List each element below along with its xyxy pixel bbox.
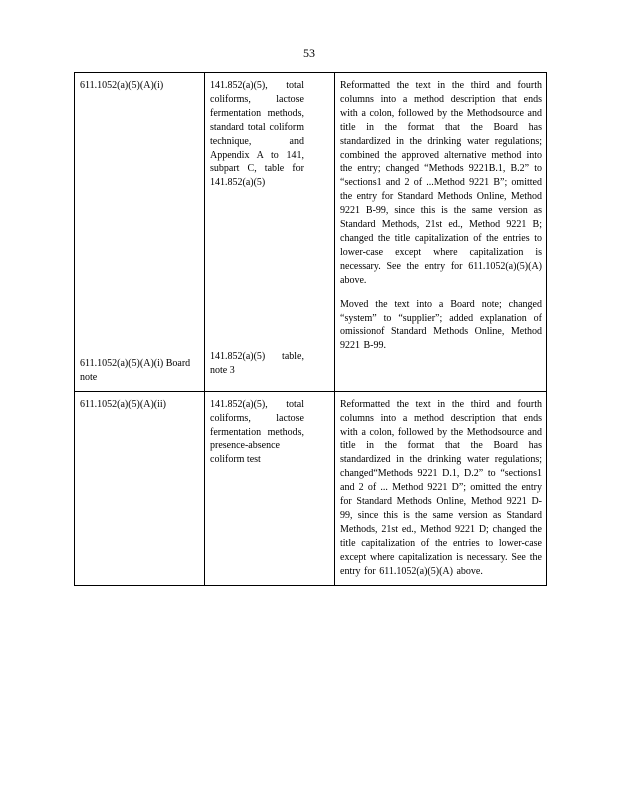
explanation-cell: [335, 73, 547, 392]
table-row: [75, 391, 547, 585]
section-citation: 611.1052(a)(5)(A)(i) Board note: [80, 357, 191, 383]
source-cell: [205, 391, 335, 585]
source-cell: [205, 73, 335, 392]
page-number: 53: [303, 46, 315, 60]
section-cell: [75, 73, 205, 392]
explanation-text: Reformatted the text in the third and fourth columns into a method description that ends with a colon, followed by the Methodsource and title in the format that the Board has standardized in the drinking water regulations; changed“Methods 9221 D.1, D.2” to “sections1 and 2 of ... Method 9221 D”; omitted the entry for Standard Methods Online, Method 9221 D-99, since this is the same version as Standard Methods, 21st ed., Method 9221 D; changed the title capitalization of the entries to lower-case except where capitalization is necessary. See the entry for 611.1052(a)(5)(A) above.: [340, 398, 542, 577]
source-citation: 141.852(a)(5), total coliforms, lactose fermentation methods, presence-absence coliform test: [210, 398, 304, 466]
comparison-table: [74, 72, 547, 586]
explanation-text: Moved the text into a Board note; changed “system” to “supplier”; added explanation of omissionof Standard Methods Online, Method 9221 B-99.: [340, 298, 542, 352]
explanation-cell: [335, 391, 547, 585]
section-cell: [75, 391, 205, 585]
table-row: [75, 73, 547, 392]
section-citation: 611.1052(a)(5)(A)(i): [80, 80, 164, 91]
section-citation: 611.1052(a)(5)(A)(ii): [80, 398, 166, 410]
source-citation: 141.852(a)(5), total coliforms, lactose fermentation methods, standard total coliform technique, and Appendix A to 141, subpart C, table for 141.852(a)(5): [210, 80, 304, 189]
source-citation: 141.852(a)(5) table, note 3: [210, 351, 304, 377]
explanation-text: Reformatted the text in the third and fourth columns into a method description that ends with a colon, followed by the Methodsource and title in the format that the Board has standardized in the drinking water regulations; combined the approved alternative method into the entry; changed “Methods 9221B.1, B.2” to “sections1 and 2 of ...Method 9221 B”; omitted the entry for Standard Methods Online, Method 9221 B-99, since this is the same version as Standard Methods, 21st ed., Method 9221 B; changed the title capitalization of the entries to lower-case except where capitalization is necessary. See the entry for 611.1052(a)(5)(A) above.: [340, 80, 542, 286]
